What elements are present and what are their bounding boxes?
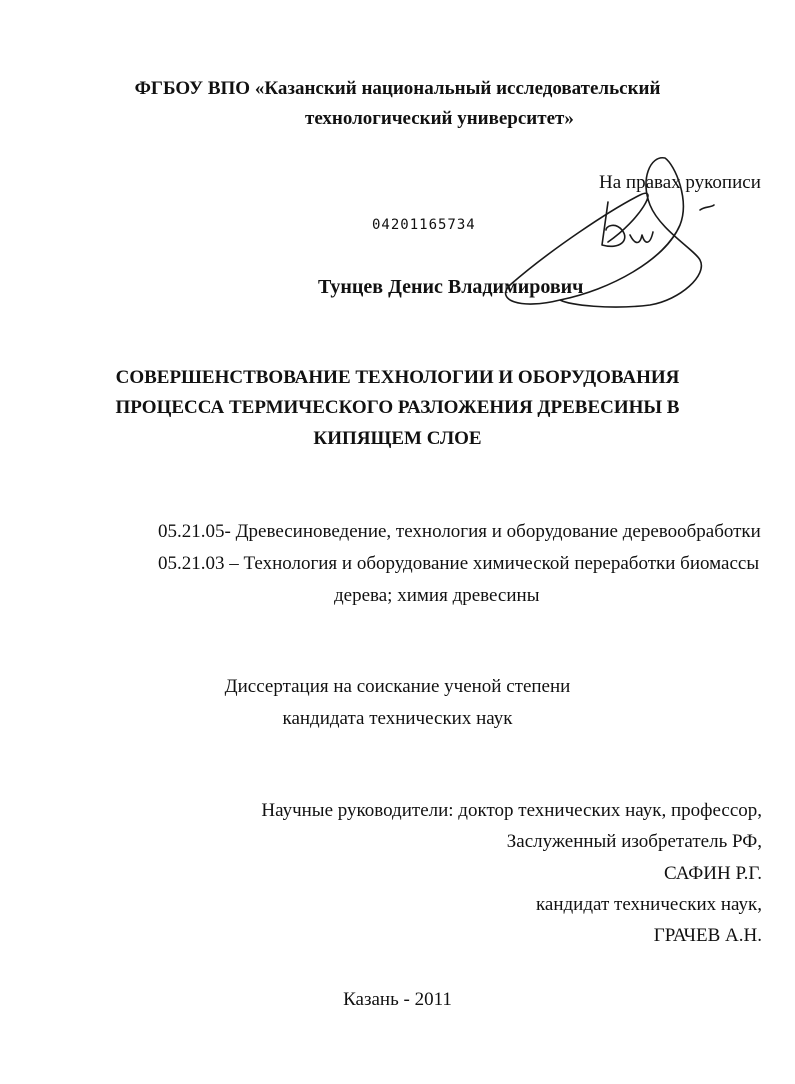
institution-line-2: технологический университет» xyxy=(305,108,574,129)
author-name: Тунцев Денис Владимирович xyxy=(318,276,584,298)
registry-number: 04201165734 xyxy=(372,217,476,233)
supervisors-line-2: Заслуженный изобретатель РФ, xyxy=(506,831,762,852)
degree-line-1: Диссертация на соискание ученой степени xyxy=(224,676,571,697)
specialty-line-1: 05.21.05- Древесиноведение, технология и оборудование деревообработки xyxy=(158,521,761,542)
title-line-2: ПРОЦЕССА ТЕРМИЧЕСКОГО РАЗЛОЖЕНИЯ ДРЕВЕСИНЫ В xyxy=(115,397,680,418)
title-line-3: КИПЯЩЕМ СЛОЕ xyxy=(313,428,482,449)
institution-line-1: ФГБОУ ВПО «Казанский национальный исследовательский xyxy=(134,78,661,99)
rights-note: На правах рукописи xyxy=(599,172,761,193)
specialty-line-3: дерева; химия древесины xyxy=(334,585,540,606)
title-line-1: СОВЕРШЕНСТВОВАНИЕ ТЕХНОЛОГИИ И ОБОРУДОВАНИЯ xyxy=(115,367,680,388)
supervisors-line-3: САФИН Р.Г. xyxy=(664,863,762,884)
degree-line-2: кандидата технических наук xyxy=(282,708,513,729)
supervisors-line-1: Научные руководители: доктор технических наук, профессор, xyxy=(261,800,762,821)
supervisors-line-4: кандидат технических наук, xyxy=(535,894,762,915)
specialty-line-2: 05.21.03 – Технология и оборудование химической переработки биомассы xyxy=(158,553,760,574)
city-year: Казань - 2011 xyxy=(343,989,452,1010)
supervisors-line-5: ГРАЧЕВ А.Н. xyxy=(653,925,762,946)
